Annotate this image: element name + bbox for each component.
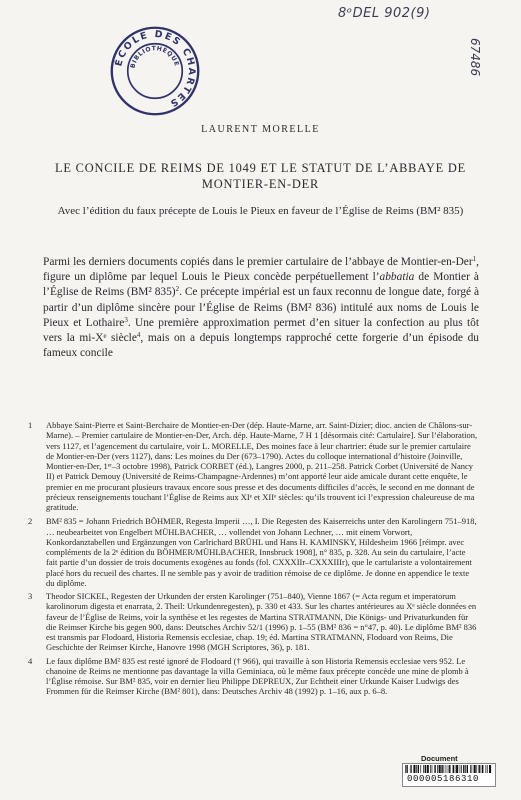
- article-title: LE CONCILE DE REIMS DE 1049 ET LE STATUT DE L’ABBAYE DE MONTIER-EN-DER: [55, 161, 466, 191]
- footnote-text: Le faux diplôme BM² 835 est resté ignoré de Flodoard († 966), qui travaille à son Historia Remensis ecclesiae vers 952. Le chanoine de Reims ne mentionne pas davantage la villa Geminiaca, où le même faux précepte concède une mine de plomb à l’Église rémoise. Sur BM² 835, voir en dernier lieu Philippe DEPREUX, Zur Echtheit einer Urkunde Kaiser Ludwigs des Frommen für die Reimser Kirche (BM² 801), dans: Deutsches Archiv 48 (1992) p. 1–16, aux p. 6–8.: [46, 655, 469, 697]
- library-stamp: [108, 24, 202, 118]
- stamp-outer-text: ÉCOLE DES CHARTES: [113, 28, 197, 110]
- barcode-bars: [404, 765, 492, 773]
- footnote-number: 3: [28, 591, 33, 601]
- body-paragraph: Parmi les derniers documents copiés dans le premier cartulaire de l’abbaye de Montier-en-Der$^1$, figure un diplôme par lequel Louis le Pieux concède perpétuellement l’abbatia de Montier à l’Église de Reims (BM² 835)$^2$. Ce précepte impérial est un faux reconnu de longue date, forgé à partir d’un diplôme sincère pour l’Église de Reims (BM² 836) intitulé aux noms de Louis le Pieux et Lothaire$^3$. Une première approximation permet d’en situer la confection au plus tôt vers la mi-Xᵉ siècle$^4$, mais on a depuis longtemps rapproché cette forgerie d’un épisode du fameux concile: [43, 255, 480, 360]
- handwritten-shelfmark: 8ᵒDEL 902(9): [338, 6, 431, 21]
- footnote: [28, 591, 478, 653]
- footnote-number: 4: [28, 655, 33, 666]
- footnote-number: 1: [28, 420, 33, 430]
- svg-text:BIBLIOTHÈQUE: [129, 45, 180, 69]
- footnote-text: Abbaye Saint-Pierre et Saint-Berchaire de Montier-en-Der (dép. Haute-Marne, arr. Saint-Dizier; dioc. ancien de Châlons-sur-Marne). – Premier cartulaire de Montier-en-Der, Arch. dép. Haute-Marne, 7 H 1 [désormais cité: Cartulaire]. Sur l’élaboration, vers 1127, et l’agencement du cartulaire, voir L. MORELLE, Des moines face à leur chartrier: étude sur le premier cartulaire de Montier-en-Der (vers 1127), dans: Les moines du Der (673–1790). Actes du colloque international d’histoire (Joinville, Montier-en-Der, 1ᵉʳ–3 octobre 1998), Patrick CORBET (éd.), Langres 2000, p. 211–258. Patrick Corbet (Université de Nancy II) et Patrick Demouy (Université de Reims-Champagne-Ardennes) m’ont apporté leur aide amicale durant cette enquête, le premier en me procurant plusieurs travaux encore sous presse et des documents difficiles d’accès, le second en me donnant de précieux renseignements touchant l’Église de Reims aux XIᵉ et XIIᵉ siècles: qu’ils trouvent ici l’expression chaleureuse de ma gratitude.: [46, 420, 478, 512]
- footnote: [28, 420, 478, 512]
- footnote-text: Theodor SICKEL, Regesten der Urkunden der ersten Karolinger (751–840), Vienne 1867 (= Acta regum et imperatorum karolinorum digesta et enarrata, 2. Theil: Urkundenregesten), p. 330 et 433. Sur les chartes antérieures au Xᵉ siècle données en faveur de l’Église de Reims, voir la synthèse et les regestes de Martina STRATMANN, Die Königs- und Privaturkunden für die Reimser Kirche bis gegen 900, dans: Deutsches Archiv 52/1 (1996) p. 1–55 (BM² 836 = n°47, p. 40). Le diplôme BM² 836 est transmis par Flodoard, Historia Remensis ecclesiae, chap. 19; éd. Martina STRATMANN, Flodoard von Reims, Die Geschichte der Reimser Kirche, Hanovre 1998 (MGH Scriptores, 36), p. 181.: [46, 591, 477, 653]
- footnote-ref: 4: [136, 331, 141, 340]
- article-subtitle: Avec l’édition du faux précepte de Louis le Pieux en faveur de l’Église de Reims (BM² 835): [57, 205, 464, 217]
- barcode-number: 000005186310: [407, 774, 480, 784]
- handwritten-shelf-number: 67486: [468, 38, 482, 77]
- footnote: [28, 516, 478, 588]
- footnote-ref: 2: [175, 285, 180, 294]
- barcode-label: Document: [421, 754, 458, 763]
- footnote-ref: 1: [472, 255, 477, 263]
- footnotes: [28, 420, 478, 697]
- footnote-number: 2: [28, 516, 33, 527]
- footnote: [28, 656, 478, 697]
- author-name: LAURENT MORELLE: [201, 124, 320, 135]
- stamp-inner-text: BIBLIOTHÈQUE: [129, 45, 181, 69]
- footnote-ref: 3: [124, 315, 128, 324]
- footnote-text: BM² 835 = Johann Friedrich BÖHMER, Regesta Imperii …, I. Die Regesten des Kaiserreichs unter den Karolingern 751–918, … neubearbeitet von Engelbert MÜHLBACHER, … vollendet von Johann Lechner, … mit einem Vorwort, Konkordanztabellen und Ergänzungen von Carlrichard BRÜHL und Hans H. KAMINSKY, Hildesheim 1966 [réimpr. avec compléments de la 2ᵉ édition du BÖHMER/MÜHLBACHER, Innsbruck 1908], n° 835, p. 328. Au sein du cartulaire, l’acte fait partie d’un dossier de trois documents exogènes au fonds (fol. CXXXIIr–CXXXIIIr), que le cartulariste a volontairement placé hors du recueil des chartes. Il ne semble pas y avoir de tradition rémoise de ce diplôme. Je donne en appendice le texte du diplôme.: [46, 516, 477, 588]
